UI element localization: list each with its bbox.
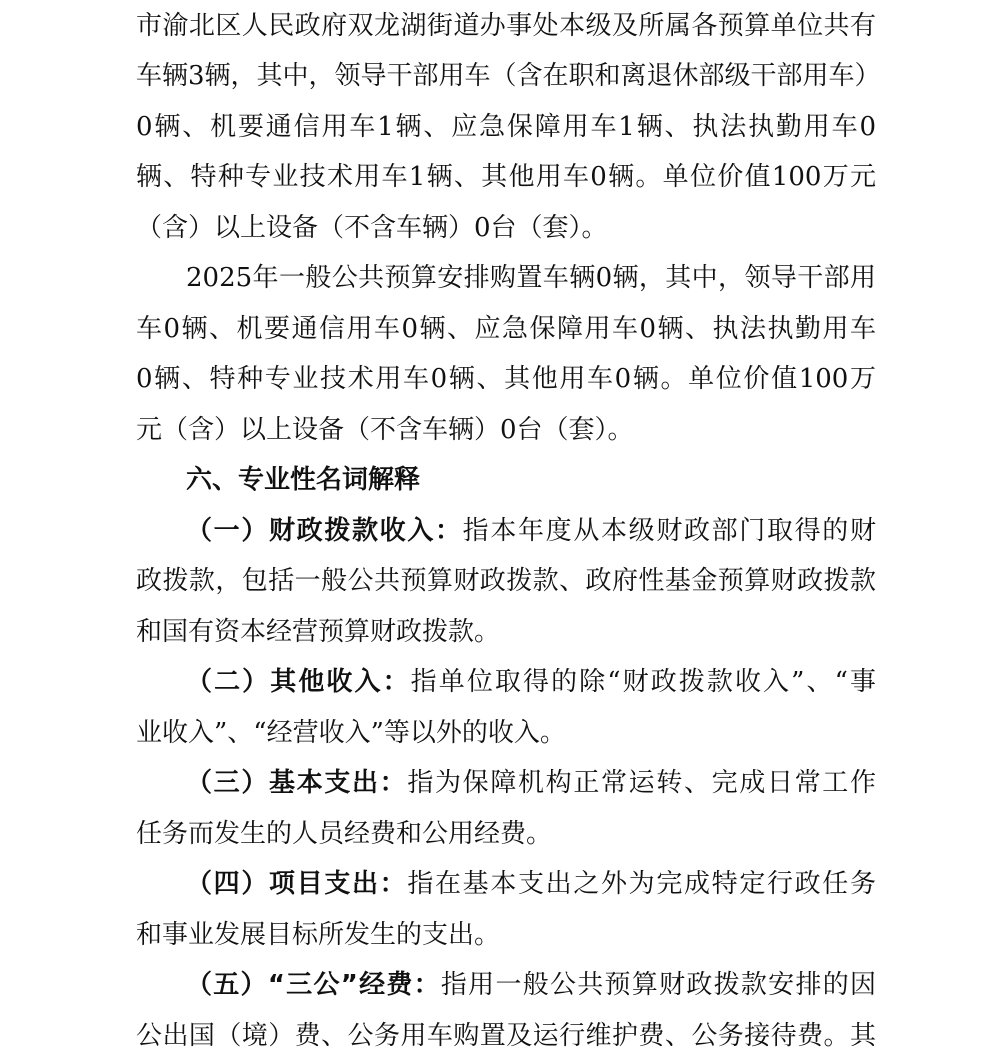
definition-term: （三）基本支出：: [186, 768, 408, 798]
paragraph-line: 元（含）以上设备（不含车辆）0台（套）。: [136, 415, 634, 445]
paragraph-line: 2025年一般公共预算安排购置车辆0辆，其中，领导干部用: [186, 263, 876, 293]
definition-line: [186, 968, 876, 1002]
definition-term: （四）项目支出：: [186, 869, 408, 899]
definition-line: [186, 766, 876, 800]
paragraph-line: 车辆3辆，其中，领导干部用车（含在职和离退休部级干部用车）: [136, 61, 881, 91]
paragraph-line: 和国有资本经营预算财政拨款。: [136, 617, 501, 647]
paragraph-line: 公出国（境）费、公务用车购置及运行维护费、公务接待费。其: [136, 1021, 876, 1051]
paragraph-line: 业收入”、“经营收入”等以外的收入。: [136, 718, 566, 748]
paragraph-line: 市渝北区人民政府双龙湖街道办事处本级及所属各预算单位共有: [136, 11, 876, 41]
definition-term: （二）其他收入：: [186, 667, 411, 697]
paragraph-line: 0辆、特种专业技术用车0辆、其他用车0辆。单位价值100万: [136, 364, 876, 394]
paragraph-line: 任务而发生的人员经费和公用经费。: [136, 819, 553, 849]
section-heading: 六、专业性名词解释: [186, 465, 421, 495]
definition-text: 指用一般公共预算财政拨款安排的因: [440, 970, 876, 1000]
definition-text: 指本年度从本级财政部门取得的财: [462, 516, 876, 546]
paragraph-line: 和事业发展目标所发生的支出。: [136, 920, 501, 950]
definition-line: [186, 514, 876, 548]
paragraph-line: 车0辆、机要通信用车0辆、应急保障用车0辆、执法执勤用车: [136, 314, 876, 344]
definition-text: 指在基本支出之外为完成特定行政任务: [407, 869, 876, 899]
definition-line: [186, 665, 876, 699]
definition-term: （一）财政拨款收入：: [186, 516, 463, 546]
definition-text: 指单位取得的除“财政拨款收入”、“事: [410, 667, 876, 697]
paragraph-line: 政拨款，包括一般公共预算财政拨款、政府性基金预算财政拨款: [136, 566, 876, 596]
definition-text: 指为保障机构正常运转、完成日常工作: [407, 768, 876, 798]
definition-term: （五）“三公”经费：: [186, 970, 441, 1000]
paragraph-line: （含）以上设备（不含车辆）0台（套）。: [136, 213, 608, 243]
paragraph-line: 0辆、机要通信用车1辆、应急保障用车1辆、执法执勤用车0: [136, 112, 876, 142]
paragraph-line: 辆、特种专业技术用车1辆、其他用车0辆。单位价值100万元: [136, 162, 876, 192]
definition-line: [186, 867, 876, 901]
